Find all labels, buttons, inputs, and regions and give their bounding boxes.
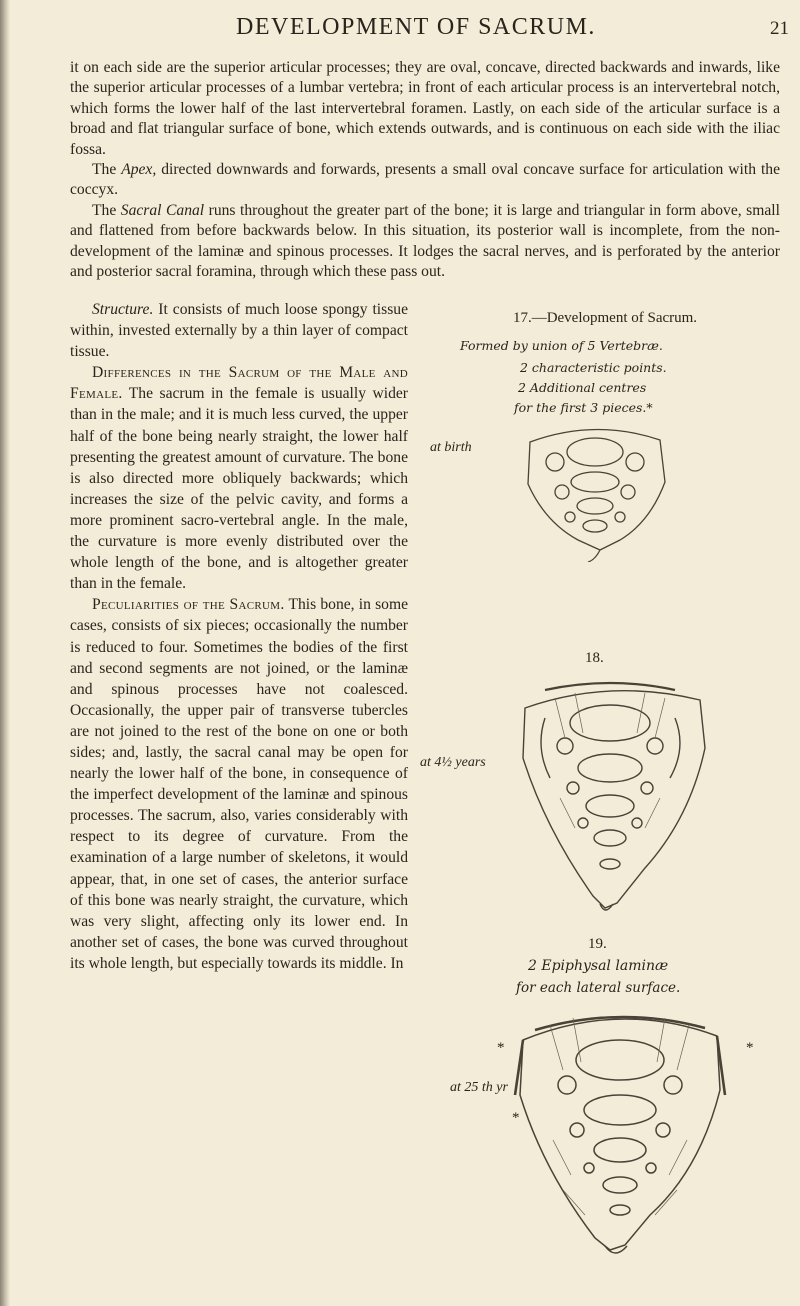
- paragraph-apex-body: directed downwards and forwards, presents a small oval concave surface for articulation with the coccyx.: [70, 161, 780, 199]
- figure-17-note-3: 2 Additional centres: [518, 380, 647, 395]
- paragraph-sacral-canal-body: runs throughout the greater part of the bone; it is large and triangular in form above, small and flattened from before backwards below. In this situation, its posterior wall is incomplete, from the non-development of the laminæ and spinous processes. It lodges the sacral nerves, and is perforated by the anterior and posterior sacral foramina, through which these pass out.: [70, 201, 780, 281]
- page-number: 21: [770, 18, 789, 39]
- figure-17-caption: 17.—Development of Sacrum.: [512, 310, 698, 326]
- running-header: [0, 8, 800, 48]
- figure-17-note-2: 2 characteristic points.: [520, 360, 667, 375]
- figure-19-sacrum-at-25-years: [505, 1000, 735, 1260]
- term-apex: Apex,: [121, 161, 157, 179]
- figure-19-note-1: 2 Epiphysal laminæ: [528, 958, 669, 974]
- paragraph-differences: [70, 362, 408, 594]
- figure-17-label: at birth: [430, 440, 472, 455]
- figure-19-number: 19.: [588, 936, 607, 952]
- paragraph-apex: [70, 160, 780, 201]
- paragraph-differences-body: The sacrum in the female is usually wider than in the male; and it is much less curved, the upper half of the bone being nearly straight, the lower half presenting the greatest amount of curvature. The bone is also directed more obliquely backwards; which increases the size of the pelvic cavity, and forms a more prominent sacro-vertebral angle. In the male, the curvature is more evenly distributed over the whole length of the bone, and is altogether greater than in the female.: [70, 385, 408, 593]
- figure-19-label: at 25 th yr: [450, 1080, 508, 1095]
- figure-18-number: 18.: [585, 650, 604, 666]
- paragraph-prefix: The: [92, 201, 121, 219]
- paragraph-prefix: The: [92, 161, 122, 179]
- term-sacral-canal: Sacral Canal: [120, 201, 205, 219]
- figure-17-note-4: for the first 3 pieces.*: [514, 400, 653, 415]
- paragraph-peculiarities-body: This bone, in some cases, consists of six pieces; occasionally the number is reduced to four. Sometimes the bodies of the first and second segments are not joined, or the laminæ and spinous processes have not coalesced. Occasionally, the upper pair of transverse tubercles are not joined to the rest of the bone on one or both sides; and, lastly, the sacral canal may be open for nearly the lower half of the bone, in consequence of the imperfect development of the laminæ and spinous processes. The sacrum, also, varies considerably with respect to its degree of curvature. From the examination of a large number of skeletons, it would appear, that, in one set of cases, the anterior surface of this bone was nearly straight, the curvature, which was very slight, affecting only its lower end. In another set of cases, the bone was curved throughout its whole length, but especially towards its middle. In: [70, 596, 408, 972]
- paragraph-structure-body: It consists of much loose spongy tissue within, invested externally by a thin layer of compact tissue.: [70, 301, 408, 361]
- figure-17-note-1: Formed by union of 5 Vertebræ.: [460, 338, 663, 353]
- figure-18-sacrum-at-4-years: [505, 678, 715, 918]
- heading-differences: Differences in the Sacrum of the Male and Female.: [70, 364, 408, 403]
- body-text-full-width: [70, 58, 780, 282]
- figure-18-label: at 4½ years: [420, 755, 486, 770]
- page-gutter-shadow: [0, 0, 10, 1306]
- figures-column: [420, 310, 790, 1290]
- figure-19-note-2: for each lateral surface.: [516, 980, 681, 996]
- figure-19-asterisk-right: *: [746, 1040, 754, 1056]
- paragraph-peculiarities: [70, 594, 408, 974]
- page-title: DEVELOPMENT OF SACRUM.: [236, 14, 596, 40]
- figure-19-asterisk-left: *: [497, 1040, 505, 1056]
- term-structure: Structure.: [92, 301, 154, 318]
- paragraph-sacral-canal: [70, 201, 780, 283]
- heading-peculiarities: Peculiarities of the Sacrum.: [92, 596, 285, 614]
- paragraph-structure: [70, 299, 408, 362]
- figure-17-sacrum-at-birth: [500, 422, 690, 562]
- paragraph-articular-processes: it on each side are the superior articular processes; they are oval, concave, directed backwards and inwards, like the superior articular processes of a lumbar vertebra; in front of each articular process is an intervertebral notch, which forms the lower half of the last intervertebral foramen. Lastly, on each side of the articular surface is a broad and flat triangular surface of bone, which extends outwards, and is continuous on each side with the iliac fossa.: [70, 59, 780, 158]
- figure-19-asterisk-lower: *: [512, 1110, 520, 1126]
- body-text-column: [70, 299, 408, 974]
